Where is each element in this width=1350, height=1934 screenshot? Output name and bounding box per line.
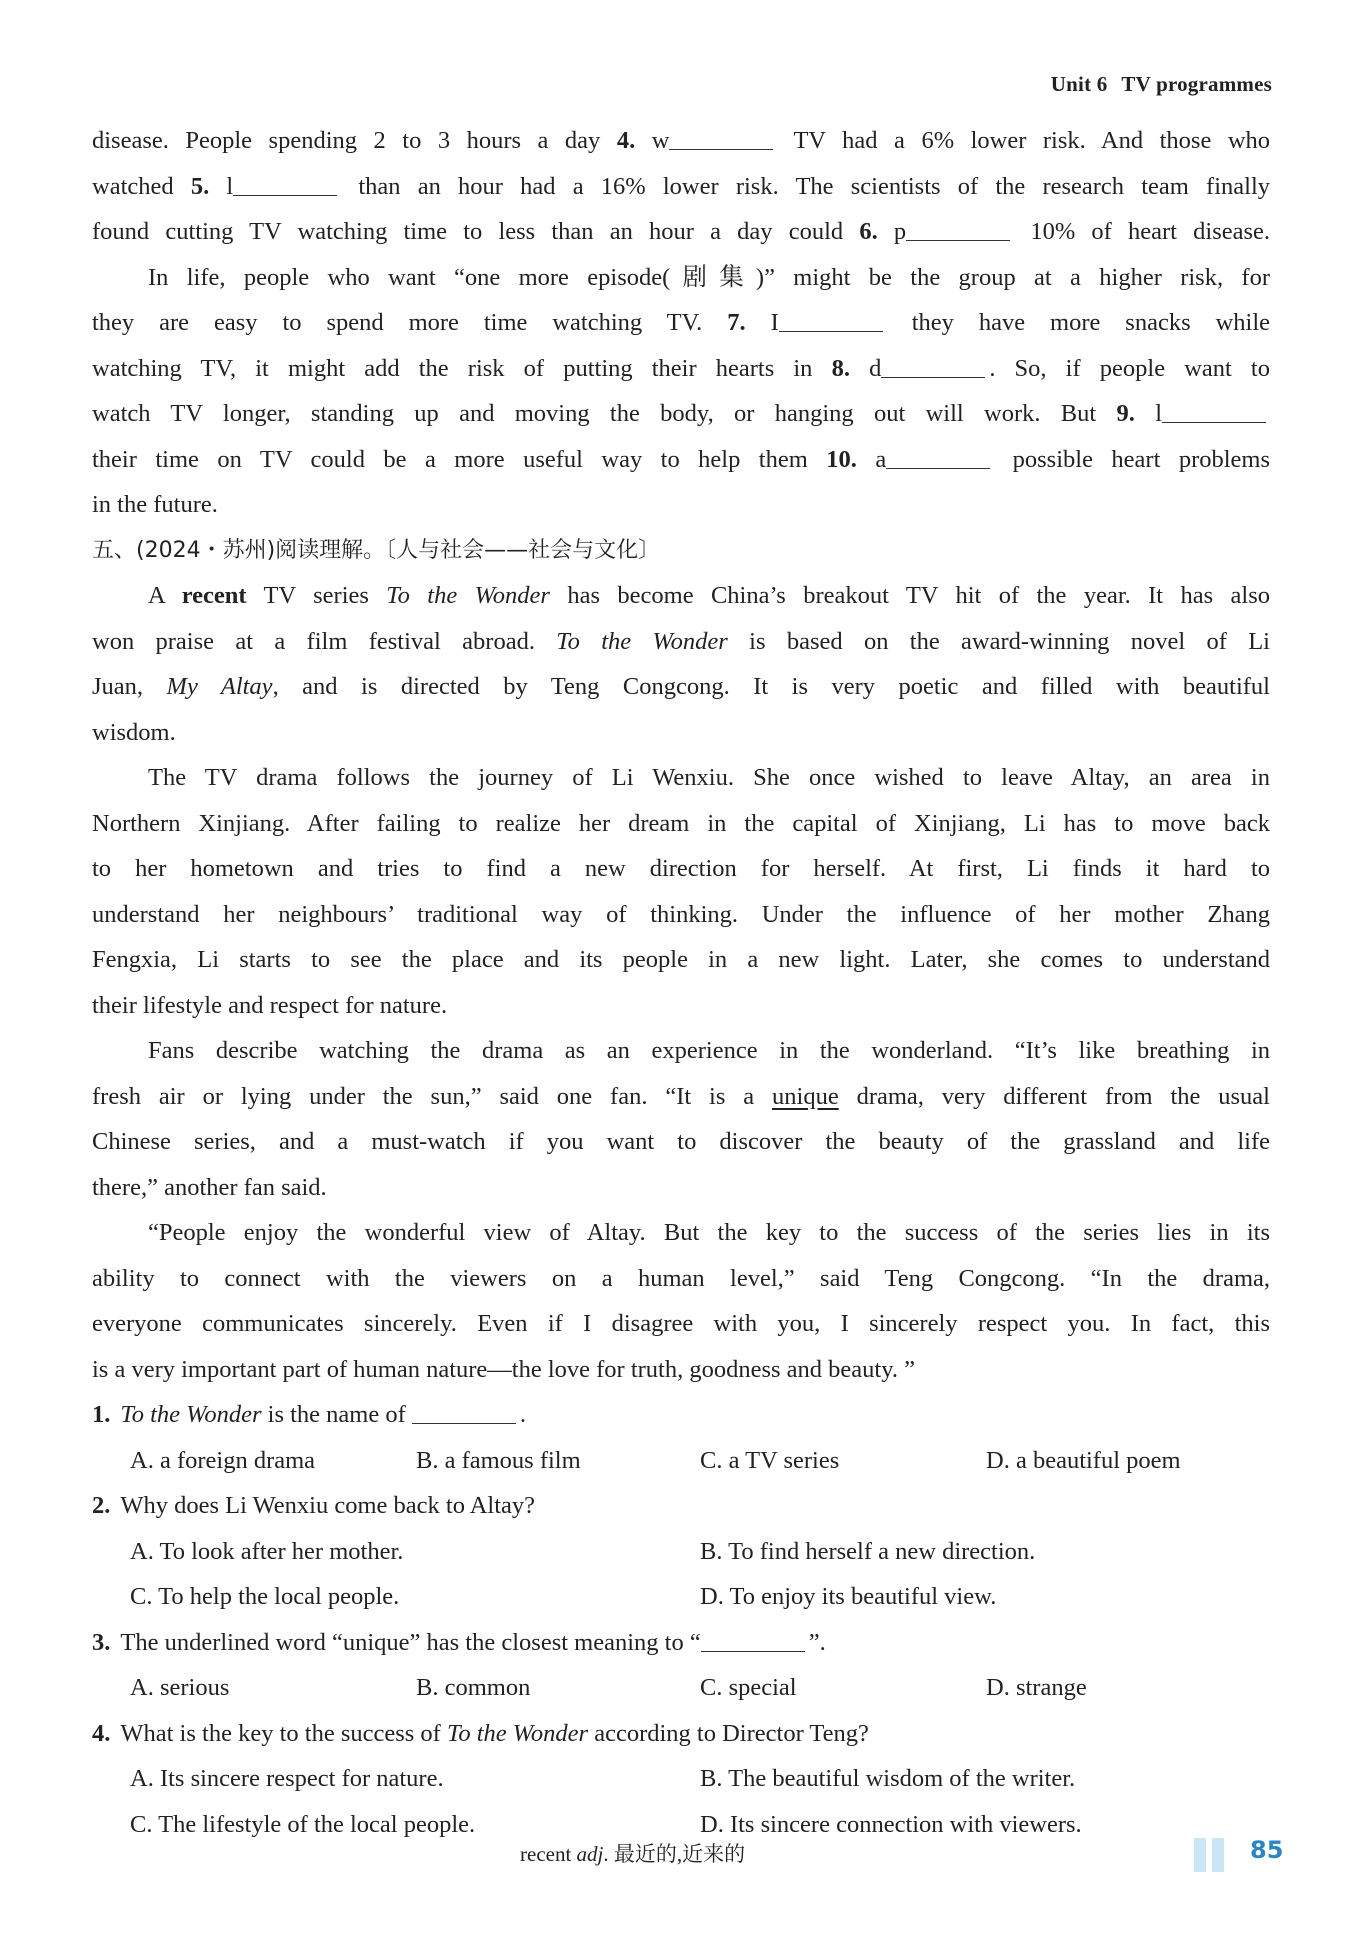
- question-list: [92, 1392, 1270, 1847]
- text-line: in the future.: [92, 491, 218, 518]
- answer-blank[interactable]: [233, 171, 337, 196]
- text-line: to her hometown and tries to find a new direction for herself. At first, Li finds it hard to: [92, 855, 1270, 882]
- options-2a: [92, 1529, 1270, 1575]
- option-c[interactable]: C. The lifestyle of the local people.: [130, 1810, 476, 1838]
- page-header: [1051, 72, 1272, 97]
- reading-passage: [92, 573, 1270, 1392]
- option-d[interactable]: D. a beautiful poem: [986, 1446, 1181, 1474]
- text-line: “People enjoy the wonderful view of Altay. But the key to the success of the series lies in its: [148, 1219, 1270, 1246]
- option-d[interactable]: D. To enjoy its beautiful view.: [700, 1583, 997, 1610]
- answer-blank[interactable]: [779, 307, 883, 332]
- text-line: fresh air or lying under the sun,” said one fan. “It is a unique drama, very different from the usual: [92, 1082, 1270, 1110]
- option-a[interactable]: A. a foreign drama: [130, 1446, 316, 1474]
- text-line: A recent TV series To the Wonder has become China’s breakout TV hit of the year. It has also: [148, 582, 1270, 609]
- text-line: everyone communicates sincerely. Even if I disagree with you, I sincerely respect you. In fact, this: [92, 1310, 1270, 1337]
- option-c[interactable]: C. a TV series: [700, 1446, 840, 1474]
- text-line: Northern Xinjiang. After failing to realize her dream in the capital of Xinjiang, Li has to move back: [92, 809, 1270, 837]
- text-line: ability to connect with the viewers on a human level,” said Teng Congcong. “In the drama,: [92, 1264, 1270, 1292]
- text-line: understand her neighbours’ traditional way of thinking. Under the influence of her mother Zhang: [92, 900, 1270, 928]
- page-number: 85: [1250, 1836, 1284, 1864]
- text-line: wisdom.: [92, 718, 176, 746]
- answer-blank[interactable]: [412, 1399, 516, 1424]
- question-3: 3. The underlined word “unique” has the closest meaning to “ ”.: [92, 1628, 826, 1656]
- text-line: their time on TV could be a more useful way to help them 10. a possible heart problems: [92, 445, 1270, 473]
- answer-blank[interactable]: [881, 353, 985, 378]
- cloze-passage: [92, 118, 1270, 528]
- text-line: they are easy to spend more time watching TV. 7. I they have more snacks while: [92, 309, 1270, 336]
- page-tab-decoration: [1194, 1838, 1230, 1877]
- text-line: watching TV, it might add the risk of putting their hearts in 8. d . So, if people want to: [92, 354, 1270, 382]
- text-line: In life, people who want “one more episode(剧集)” might be the group at a higher risk, for: [148, 263, 1270, 291]
- option-b[interactable]: B. common: [416, 1674, 531, 1701]
- text-line: watch TV longer, standing up and moving the body, or hanging out will work. But 9. l: [92, 391, 1270, 437]
- unit-title: TV programmes: [1121, 72, 1272, 96]
- answer-blank[interactable]: [701, 1627, 805, 1652]
- option-b[interactable]: B. The beautiful wisdom of the writer.: [700, 1765, 1076, 1792]
- text-line: their lifestyle and respect for nature.: [92, 991, 448, 1019]
- option-b[interactable]: B. To find herself a new direction.: [700, 1537, 1036, 1565]
- option-c[interactable]: C. To help the local people.: [130, 1583, 400, 1610]
- option-a[interactable]: A. serious: [130, 1674, 230, 1701]
- options-1: [92, 1438, 1270, 1484]
- vocab-footnote: recent adj. 最近的,近来的: [520, 1842, 746, 1866]
- text-line: won praise at a film festival abroad. To the Wonder is based on the award-winning novel of Li: [92, 627, 1270, 655]
- page-footer: [0, 1836, 1350, 1876]
- question-1: 1. To the Wonder is the name of .: [92, 1401, 527, 1428]
- options-2b: [92, 1574, 1270, 1620]
- text-line: found cutting TV watching time to less than an hour a day could 6. p 10% of heart disease.: [92, 218, 1270, 245]
- answer-blank[interactable]: [886, 444, 990, 469]
- option-a[interactable]: A. To look after her mother.: [130, 1537, 404, 1565]
- answer-blank[interactable]: [906, 216, 1010, 241]
- question-4: 4. What is the key to the success of To the Wonder according to Director Teng?: [92, 1719, 869, 1747]
- text-line: disease. People spending 2 to 3 hours a day 4. w TV had a 6% lower risk. And those who: [92, 127, 1270, 154]
- options-4a: [92, 1756, 1270, 1802]
- text-line: there,” another fan said.: [92, 1173, 327, 1201]
- text-line: Chinese series, and a must-watch if you want to discover the beauty of the grassland and life: [92, 1128, 1270, 1155]
- text-line: The TV drama follows the journey of Li Wenxiu. She once wished to leave Altay, an area in: [148, 764, 1270, 791]
- text-line: is a very important part of human nature—the love for truth, goodness and beauty. ”: [92, 1355, 916, 1383]
- option-d[interactable]: D. strange: [986, 1674, 1087, 1701]
- option-a[interactable]: A. Its sincere respect for nature.: [130, 1765, 444, 1792]
- text-line: Fans describe watching the drama as an experience in the wonderland. “It’s like breathing in: [148, 1037, 1270, 1064]
- question-2: 2. Why does Li Wenxiu come back to Altay?: [92, 1492, 536, 1519]
- page-body: [92, 118, 1270, 1847]
- underlined-word: unique: [772, 1082, 839, 1110]
- option-c[interactable]: C. special: [700, 1674, 797, 1701]
- section-heading: 五、(2024・苏州)阅读理解。〔人与社会——社会与文化〕: [92, 537, 661, 563]
- answer-blank[interactable]: [669, 125, 773, 150]
- unit-label: Unit 6: [1050, 72, 1108, 96]
- text-line: watched 5. l than an hour had a 16% lower risk. The scientists of the research team finally: [92, 172, 1270, 200]
- text-line: Fengxia, Li starts to see the place and its people in a new light. Later, she comes to understand: [92, 946, 1270, 973]
- option-d[interactable]: D. Its sincere connection with viewers.: [700, 1810, 1082, 1838]
- text-line: Juan, My Altay, and is directed by Teng Congcong. It is very poetic and filled with beautiful: [92, 673, 1270, 700]
- options-3: [92, 1665, 1270, 1711]
- option-b[interactable]: B. a famous film: [416, 1446, 581, 1474]
- answer-blank[interactable]: [1162, 398, 1266, 423]
